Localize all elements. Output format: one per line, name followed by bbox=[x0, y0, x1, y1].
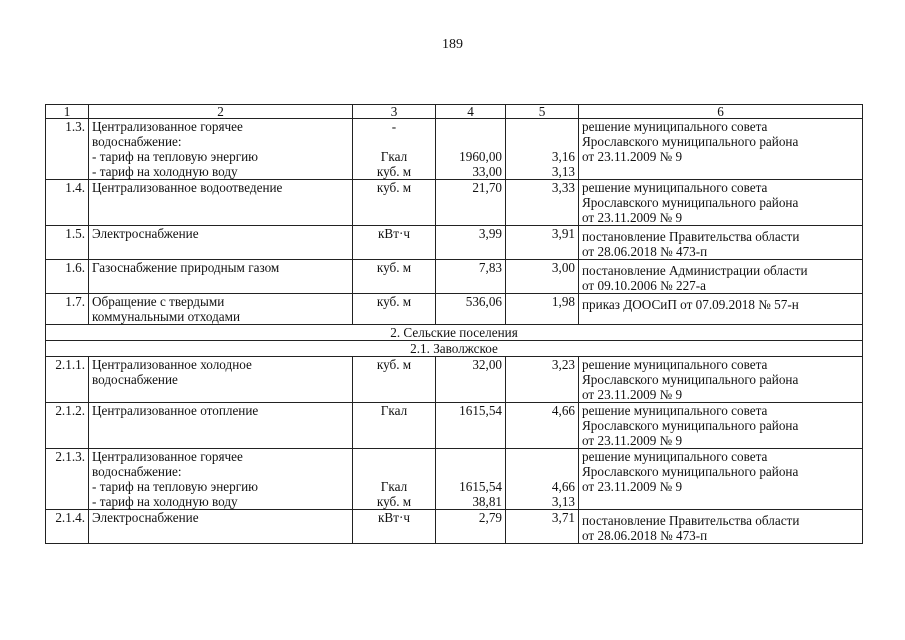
tariff-value-cell bbox=[436, 180, 506, 226]
norm-value bbox=[509, 449, 575, 464]
norm-value-cell bbox=[506, 403, 579, 449]
unit-cell: куб. м bbox=[376, 294, 412, 309]
service-name: водоснабжение: bbox=[92, 134, 182, 149]
row-number: 1.7. bbox=[65, 294, 85, 309]
document-ref: решение муниципального совета bbox=[582, 119, 768, 134]
tariff-value bbox=[439, 134, 502, 149]
unit-cell: куб. м bbox=[376, 164, 412, 179]
service-name: Централизованное холодное bbox=[92, 357, 252, 372]
norm-value: 1,98 bbox=[551, 294, 575, 309]
tariff-value: 1615,54 bbox=[459, 403, 502, 418]
norm-value-cell bbox=[506, 449, 579, 510]
tariff-value: 38,81 bbox=[472, 494, 502, 509]
document-ref-cell bbox=[579, 403, 863, 449]
header-cell: 5 bbox=[506, 105, 579, 119]
row-number-cell bbox=[46, 119, 89, 180]
tariff-value-cell bbox=[436, 260, 506, 294]
unit-cell-cell bbox=[353, 226, 436, 260]
norm-value-cell bbox=[506, 180, 579, 226]
document-ref-cell bbox=[579, 357, 863, 403]
unit-cell: куб. м bbox=[376, 357, 412, 372]
row-number-cell bbox=[46, 357, 89, 403]
norm-value: 3,13 bbox=[551, 164, 575, 179]
table-row bbox=[46, 403, 863, 449]
table-row bbox=[46, 449, 863, 510]
document-ref: решение муниципального совета bbox=[582, 180, 768, 195]
row-number: 1.4. bbox=[65, 180, 85, 195]
row-number: 2.1.2. bbox=[55, 403, 85, 418]
document-ref: постановление Правительства области bbox=[582, 229, 800, 244]
tariff-value bbox=[439, 449, 502, 464]
document-ref-cell bbox=[579, 226, 863, 260]
unit-cell bbox=[356, 449, 432, 464]
row-number: 1.3. bbox=[65, 119, 85, 134]
service-name-cell bbox=[89, 294, 353, 325]
row-number-cell bbox=[46, 510, 89, 544]
document-ref: Ярославского муниципального района bbox=[582, 464, 799, 479]
norm-value: 3,33 bbox=[551, 180, 575, 195]
norm-value: 3,71 bbox=[551, 510, 575, 525]
service-name: водоснабжение bbox=[92, 372, 178, 387]
tariff-value bbox=[439, 464, 502, 479]
service-name: Централизованное водоотведение bbox=[92, 180, 283, 195]
service-name-cell bbox=[89, 119, 353, 180]
unit-cell-cell bbox=[353, 510, 436, 544]
tariff-value: 33,00 bbox=[472, 164, 502, 179]
service-name-cell bbox=[89, 260, 353, 294]
header-cell: 6 bbox=[579, 105, 863, 119]
document-ref-cell bbox=[579, 260, 863, 294]
norm-value: 4,66 bbox=[551, 403, 575, 418]
norm-value: 3,00 bbox=[551, 260, 575, 275]
document-ref-cell bbox=[579, 119, 863, 180]
service-name: Централизованное горячее bbox=[92, 119, 243, 134]
unit-cell-cell bbox=[353, 294, 436, 325]
service-name: Обращение с твердыми bbox=[92, 294, 225, 309]
document-ref: решение муниципального совета bbox=[582, 357, 768, 372]
tariff-value: 21,70 bbox=[472, 180, 502, 195]
unit-cell-cell bbox=[353, 260, 436, 294]
table-row bbox=[46, 357, 863, 403]
norm-value-cell bbox=[506, 226, 579, 260]
row-number: 2.1.4. bbox=[55, 510, 85, 525]
service-name-cell bbox=[89, 357, 353, 403]
unit-cell: кВт·ч bbox=[378, 226, 410, 241]
service-name-cell bbox=[89, 180, 353, 226]
header-cell: 3 bbox=[353, 105, 436, 119]
document-ref: от 23.11.2009 № 9 bbox=[582, 387, 683, 402]
service-name-cell bbox=[89, 226, 353, 260]
service-name: водоснабжение: bbox=[92, 464, 182, 479]
tariff-value-cell bbox=[436, 357, 506, 403]
service-name: - тариф на тепловую энергию bbox=[92, 149, 259, 164]
row-number-cell bbox=[46, 294, 89, 325]
tariff-value-cell bbox=[436, 403, 506, 449]
norm-value: 4,66 bbox=[551, 479, 575, 494]
table-row bbox=[46, 510, 863, 544]
tariff-value: 1960,00 bbox=[459, 149, 502, 164]
service-name: Газоснабжение природным газом bbox=[92, 260, 280, 275]
norm-value-cell bbox=[506, 119, 579, 180]
row-number-cell bbox=[46, 260, 89, 294]
service-name-cell bbox=[89, 403, 353, 449]
unit-cell: Гкал bbox=[380, 149, 408, 164]
unit-cell: кВт·ч bbox=[378, 510, 410, 525]
norm-value bbox=[509, 119, 575, 134]
document-ref: Ярославского муниципального района bbox=[582, 418, 799, 433]
row-number: 1.6. bbox=[65, 260, 85, 275]
document-ref: от 28.06.2018 № 473-п bbox=[582, 244, 708, 259]
row-number-cell bbox=[46, 403, 89, 449]
row-number-cell bbox=[46, 449, 89, 510]
norm-value: 3,16 bbox=[551, 149, 575, 164]
unit-cell-cell bbox=[353, 180, 436, 226]
norm-value: 3,13 bbox=[551, 494, 575, 509]
unit-cell: Гкал bbox=[380, 479, 408, 494]
norm-value-cell bbox=[506, 357, 579, 403]
service-name: коммунальными отходами bbox=[92, 309, 241, 324]
document-ref: от 23.11.2009 № 9 bbox=[582, 149, 683, 164]
unit-cell bbox=[356, 464, 432, 479]
tariff-value bbox=[439, 119, 502, 134]
tariff-value: 536,06 bbox=[465, 294, 502, 309]
table-row bbox=[46, 260, 863, 294]
tariff-value: 32,00 bbox=[472, 357, 502, 372]
table-row bbox=[46, 180, 863, 226]
row-number-cell bbox=[46, 226, 89, 260]
document-ref-cell bbox=[579, 180, 863, 226]
row-number: 2.1.1. bbox=[55, 357, 85, 372]
tariff-value-cell bbox=[436, 510, 506, 544]
document-ref: Ярославского муниципального района bbox=[582, 134, 799, 149]
document-ref: решение муниципального совета bbox=[582, 403, 768, 418]
unit-cell: Гкал bbox=[380, 403, 408, 418]
service-name: Централизованное отопление bbox=[92, 403, 259, 418]
row-number: 2.1.3. bbox=[55, 449, 85, 464]
norm-value-cell bbox=[506, 260, 579, 294]
norm-value: 3,23 bbox=[551, 357, 575, 372]
norm-value bbox=[509, 134, 575, 149]
tariff-value-cell bbox=[436, 119, 506, 180]
document-ref: Ярославского муниципального района bbox=[582, 195, 799, 210]
page-number: 189 bbox=[442, 37, 463, 52]
service-name: - тариф на холодную воду bbox=[92, 494, 238, 509]
document-ref: от 23.11.2009 № 9 bbox=[582, 479, 683, 494]
unit-cell bbox=[356, 134, 432, 149]
norm-value: 3,91 bbox=[551, 226, 575, 241]
unit-cell-cell bbox=[353, 119, 436, 180]
row-number-cell bbox=[46, 180, 89, 226]
norm-value bbox=[509, 464, 575, 479]
unit-cell-cell bbox=[353, 449, 436, 510]
subsection-title: 2.1. Заволжское bbox=[46, 341, 863, 357]
norm-value-cell bbox=[506, 510, 579, 544]
tariff-table bbox=[45, 104, 863, 544]
document-ref: Ярославского муниципального района bbox=[582, 372, 799, 387]
tariff-value-cell bbox=[436, 449, 506, 510]
unit-cell-cell bbox=[353, 357, 436, 403]
unit-cell: куб. м bbox=[376, 494, 412, 509]
document-ref: постановление Администрации области bbox=[582, 263, 808, 278]
table-row bbox=[46, 119, 863, 180]
header-cell: 1 bbox=[46, 105, 89, 119]
service-name-cell bbox=[89, 449, 353, 510]
tariff-value: 1615,54 bbox=[459, 479, 502, 494]
table-row bbox=[46, 226, 863, 260]
header-cell: 4 bbox=[436, 105, 506, 119]
document-ref-cell bbox=[579, 449, 863, 510]
header-cell: 2 bbox=[89, 105, 353, 119]
document-ref: от 28.06.2018 № 473-п bbox=[582, 528, 708, 543]
tariff-value-cell bbox=[436, 226, 506, 260]
tariff-value: 7,83 bbox=[478, 260, 502, 275]
service-name: Электроснабжение bbox=[92, 510, 199, 525]
table-row bbox=[46, 294, 863, 325]
tariff-value: 2,79 bbox=[478, 510, 502, 525]
document-ref: от 23.11.2009 № 9 bbox=[582, 433, 683, 448]
table-body bbox=[46, 105, 863, 544]
tariff-value-cell bbox=[436, 294, 506, 325]
row-number: 1.5. bbox=[65, 226, 85, 241]
service-name: Электроснабжение bbox=[92, 226, 199, 241]
document-ref: от 23.11.2009 № 9 bbox=[582, 210, 683, 225]
service-name-cell bbox=[89, 510, 353, 544]
unit-cell-cell bbox=[353, 403, 436, 449]
section-title: 2. Сельские поселения bbox=[46, 325, 863, 341]
unit-cell: куб. м bbox=[376, 260, 412, 275]
section-row bbox=[46, 325, 863, 341]
document-ref: от 09.10.2006 № 227-а bbox=[582, 278, 707, 293]
service-name: - тариф на холодную воду bbox=[92, 164, 238, 179]
subsection-row bbox=[46, 341, 863, 357]
unit-cell: - bbox=[391, 119, 397, 134]
table-header-row bbox=[46, 105, 863, 119]
unit-cell: куб. м bbox=[376, 180, 412, 195]
service-name: - тариф на тепловую энергию bbox=[92, 479, 259, 494]
document-ref: постановление Правительства области bbox=[582, 513, 800, 528]
service-name: Централизованное горячее bbox=[92, 449, 243, 464]
tariff-value: 3,99 bbox=[478, 226, 502, 241]
document-ref-cell bbox=[579, 294, 863, 325]
document-ref-cell bbox=[579, 510, 863, 544]
norm-value-cell bbox=[506, 294, 579, 325]
document-ref: приказ ДООСиП от 07.09.2018 № 57-н bbox=[582, 297, 799, 312]
document-ref: решение муниципального совета bbox=[582, 449, 768, 464]
